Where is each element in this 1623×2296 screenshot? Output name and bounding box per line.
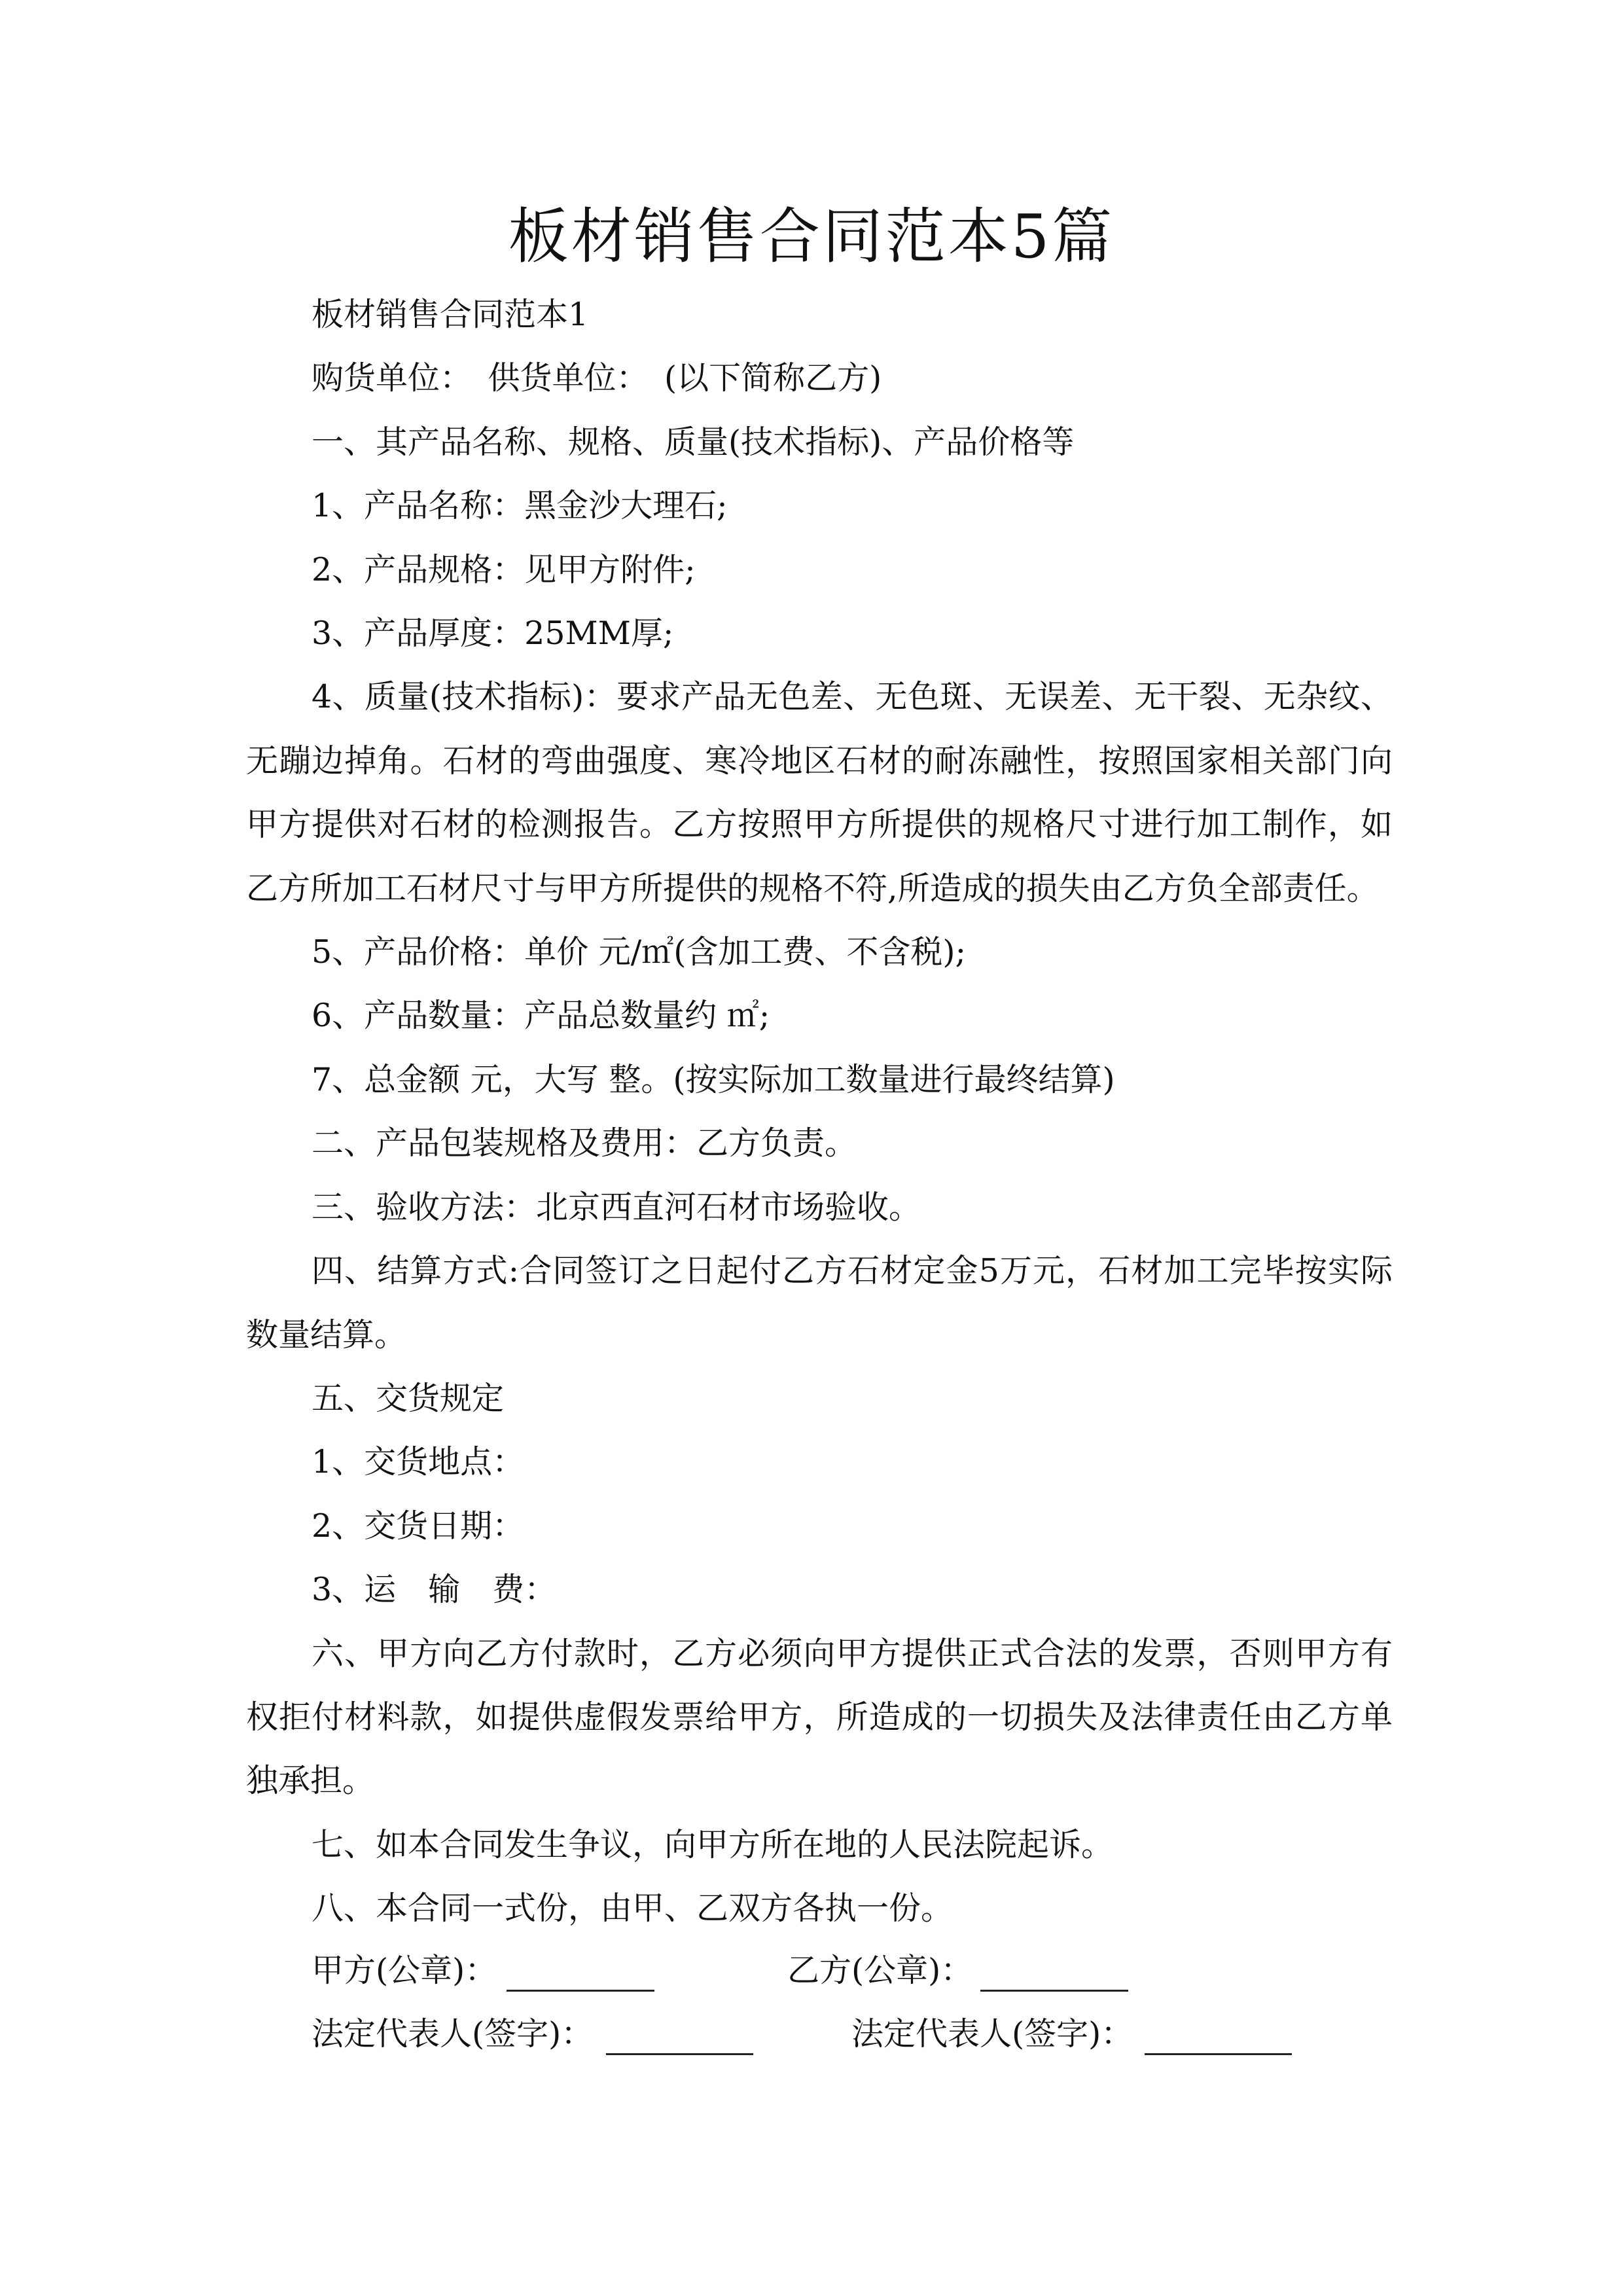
party-a-seal-label: 甲方(公章)： <box>312 1952 497 1989</box>
paragraph: 2、交货日期： <box>312 1507 525 1545</box>
paragraph: 6、产品数量：产品总数量约 ㎡; <box>312 997 770 1035</box>
paragraph: 2、产品规格：见甲方附件; <box>312 550 696 588</box>
party-b-rep-label: 法定代表人(签字)： <box>851 2015 1133 2053</box>
paragraph: 六、甲方向乙方付款时，乙方必须向甲方提供正式合法的发票，否则甲方有权拒付材料款，如提供虚假发票给甲方，所造成的一切损失及法律责任由乙方单独承担。 <box>246 1634 1393 1800</box>
party-a-rep-label: 法定代表人(签字)： <box>312 2015 594 2053</box>
party-b-seal-blank[interactable] <box>980 1990 1128 1992</box>
paragraph: 五、交货规定 <box>312 1379 505 1417</box>
paragraph: 3、运 输 费： <box>312 1571 557 1609</box>
paragraph: 1、产品名称：黑金沙大理石; <box>312 487 728 525</box>
paragraph: 1、交货地点： <box>312 1443 525 1481</box>
party-b-rep-blank[interactable] <box>1145 2053 1292 2055</box>
paragraph: 板材销售合同范本1 <box>312 296 589 333</box>
paragraph: 八、本合同一式份，由甲、乙双方各执一份。 <box>312 1890 954 1928</box>
paragraph: 三、验收方法：北京西直河石材市场验收。 <box>312 1188 921 1226</box>
paragraph: 5、产品价格：单价 元/㎡(含加工费、不含税); <box>312 933 967 971</box>
paragraph: 七、如本合同发生争议，向甲方所在地的人民法院起诉。 <box>312 1825 1114 1863</box>
party-b-seal-label: 乙方(公章)： <box>787 1952 973 1989</box>
paragraph: 4、质量(技术指标)：要求产品无色差、无色斑、无误差、无干裂、无杂纹、无蹦边掉角。石材的弯曲强度、寒冷地区石材的耐冻融性，按照国家相关部门向甲方提供对石材的检测报告。乙方按照甲方所提供的规格尺寸进行加工制作，如乙方所加工石材尺寸与甲方所提供的规格不符,所造成的损失由乙方负全部责任。 <box>246 678 1393 907</box>
paragraph: 7、总金额 元，大写 整。(按实际加工数量进行最终结算) <box>312 1060 1115 1098</box>
paragraph: 四、结算方式:合同签订之日起付乙方石材定金5万元，石材加工完毕按实际数量结算。 <box>246 1252 1393 1354</box>
document-title: 板材销售合同范本5篇 <box>508 202 1115 272</box>
paragraph: 一、其产品名称、规格、质量(技术指标)、产品价格等 <box>312 423 1075 461</box>
contract-body <box>246 283 1393 1941</box>
paragraph: 购货单位： 供货单位： (以下简称乙方) <box>312 359 882 397</box>
party-a-seal-blank[interactable] <box>507 1990 654 1992</box>
paragraph: 3、产品厚度：25MM厚; <box>312 615 674 653</box>
party-a-rep-blank[interactable] <box>606 2053 753 2055</box>
paragraph: 二、产品包装规格及费用：乙方负责。 <box>312 1124 857 1162</box>
